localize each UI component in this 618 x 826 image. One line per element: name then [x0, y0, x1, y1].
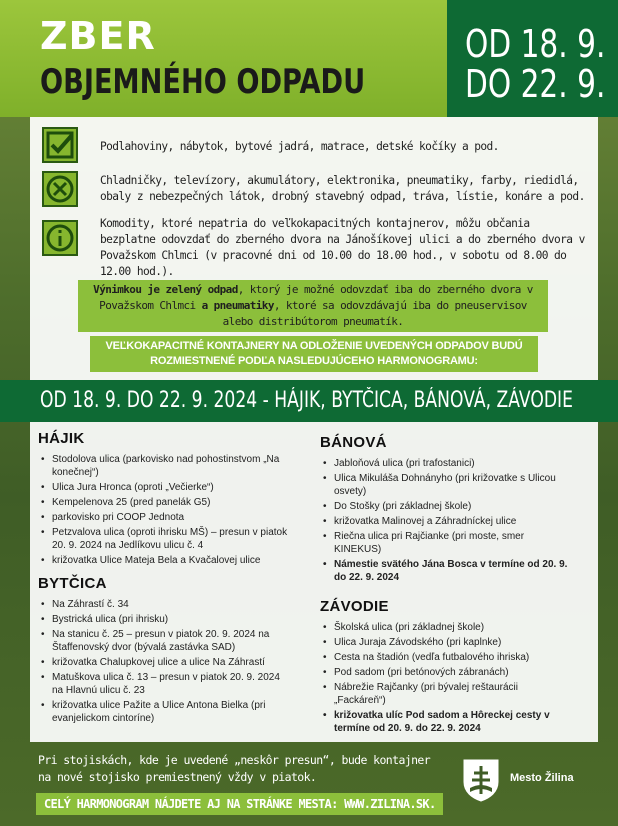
list-hajik — [38, 453, 293, 567]
title-line1: ZBER — [40, 14, 156, 58]
schedule-notice: VEĽKOKAPACITNÉ KONTAJNERY NA ODLOŽENIE UVEDENÝCH ODPADOV BUDÚ ROZMIESTNENÉ PODĽA NASLEDUJÚCEHO HARMONOGRAMU: — [90, 336, 538, 372]
list-item: • Pod sadom (pri betónových zábranách) — [320, 666, 570, 679]
list-item: • Bystrická ulica (pri ihrisku) — [38, 613, 293, 626]
list-item-highlight: • Námestie svätého Jána Bosca v termíne od 20. 9. do 22. 9. 2024 — [320, 558, 570, 584]
info-item-allowed: Podlahoviny, nábytok, bytové jadrá, matrace, detské kočíky a pod. — [100, 140, 499, 153]
list-item: • križovatka Malinovej a Záhradníckej ulice — [320, 515, 570, 528]
list-item: • Ulica Juraja Závodského (pri kaplnke) — [320, 636, 570, 649]
title-line2: OBJEMNÉHO ODPADU — [40, 62, 366, 102]
city-coat-of-arms-icon — [462, 758, 500, 802]
section-title-bytcica: BYTČICA — [38, 575, 107, 592]
date-to: DO 22. 9. — [465, 62, 606, 106]
list-zavodie — [320, 621, 570, 735]
list-item: • Riečna ulica pri Rajčianke (pri moste, smer KINEKUS) — [320, 530, 570, 556]
footer-note: Pri stojiskách, kde je uvedené „neskôr presun“, bude kontajner na nové stojisko premiestnený vždy v piatok. — [38, 753, 431, 784]
header — [0, 0, 618, 117]
list-item: • parkovisko pri COOP Jednota — [38, 511, 293, 524]
info-item-note: Komodity, ktoré nepatria do veľkokapacitných kontajnerov, môžu občania bezplatne odovzdať do zberného dvora na Jánošíkovej ulici a do zberného dvora v Považskom Chlmci (v pracovné dni od 10.00 do 18.00 hod., v sobotu od 8.00 do 12.00 hod.). — [100, 217, 585, 278]
list-item: • križovatka ulice Pažite a Ulice Antona Bielka (pri evanjelickom cintoríne) — [38, 699, 293, 725]
list-item: • križovatka Ulice Mateja Bela a Kvačalovej ulice — [38, 554, 293, 567]
list-item: • Na stanicu č. 25 – presun v piatok 20. 9. 2024 na Štaffenovský dvor (bývalá zastávka SAD) — [38, 628, 293, 654]
header-title-block — [0, 0, 447, 117]
exception-bold-1: Výnimkou je zelený odpad — [93, 283, 238, 296]
forbidden-icon — [42, 171, 78, 207]
list-item: • Nábrežie Rajčanky (pri bývalej reštaurácii „Fackáreň“) — [320, 681, 570, 707]
exception-note — [78, 280, 548, 332]
locations-right-column — [320, 436, 570, 737]
locations-panel — [30, 422, 598, 742]
list-item: • Matuškova ulica č. 13 – presun v piatok 20. 9. 2024 na Hlavnú ulicu č. 23 — [38, 671, 293, 697]
list-item: • Ulica Jura Hronca (oproti „Večierke“) — [38, 481, 293, 494]
list-item: • Jabloňová ulica (pri trafostanici) — [320, 457, 570, 470]
section-title-banova: BÁNOVÁ — [320, 434, 387, 451]
footer-website-link[interactable]: CELÝ HARMONOGRAM NÁJDETE AJ NA STRÁNKE MESTA: WWW.ZILINA.SK. — [36, 793, 443, 815]
exception-text-1: , ktorý je možné odovzdať iba do zberného dvora v Považskom Chlmci — [99, 283, 533, 312]
list-bytcica — [38, 598, 293, 725]
section-title-zavodie: ZÁVODIE — [320, 598, 389, 615]
list-item: • križovatka Chalupkovej ulice a ulice Na Záhrastí — [38, 656, 293, 669]
exception-text-2: , ktoré sa odovzdávajú iba do pneuservisov alebo distribútorom pneumatík. — [222, 299, 527, 328]
info-icon — [42, 220, 78, 256]
check-icon — [42, 127, 78, 163]
list-item: • Ulica Mikuláša Dohnányho (pri križovatke s Ulicou osvety) — [320, 472, 570, 498]
list-item: • Školská ulica (pri základnej škole) — [320, 621, 570, 634]
list-item: • Stodolova ulica (parkovisko nad pohostinstvom „Na konečnej“) — [38, 453, 293, 479]
list-item-highlight: • križovatka ulíc Pod sadom a Hôreckej cesty v termíne od 20. 9. do 22. 9. 2024 — [320, 709, 570, 735]
list-item: • Petzvalova ulica (oproti ihrisku MŠ) – presun v piatok 20. 9. 2024 na Jedlíkovu ulicu č. 4 — [38, 526, 293, 552]
date-from: OD 18. 9. — [465, 22, 606, 66]
list-item: • Do Stošky (pri základnej škole) — [320, 500, 570, 513]
exception-bold-2: a pneumatiky — [201, 299, 274, 312]
list-banova — [320, 457, 570, 584]
city-logo-text: Mesto Žilina — [510, 772, 574, 784]
list-item: • Na Záhrastí č. 34 — [38, 598, 293, 611]
info-panel — [30, 117, 598, 380]
list-item: • Kempelenova 25 (pred panelák G5) — [38, 496, 293, 509]
section-title-hajik: HÁJIK — [38, 430, 85, 447]
locations-left-column — [38, 432, 293, 727]
list-item: • Cesta na štadión (vedľa futbalového ihriska) — [320, 651, 570, 664]
date-strip-text: OD 18. 9. DO 22. 9. 2024 - HÁJIK, BYTČICA, BÁNOVÁ, ZÁVODIE — [40, 388, 573, 413]
date-strip — [0, 380, 618, 422]
info-item-forbidden: Chladničky, televízory, akumulátory, elektronika, pneumatiky, farby, riedidlá, obaly z nebezpečných látok, drobný stavebný odpad, tráva, lístie, konáre a pod. — [100, 174, 585, 203]
